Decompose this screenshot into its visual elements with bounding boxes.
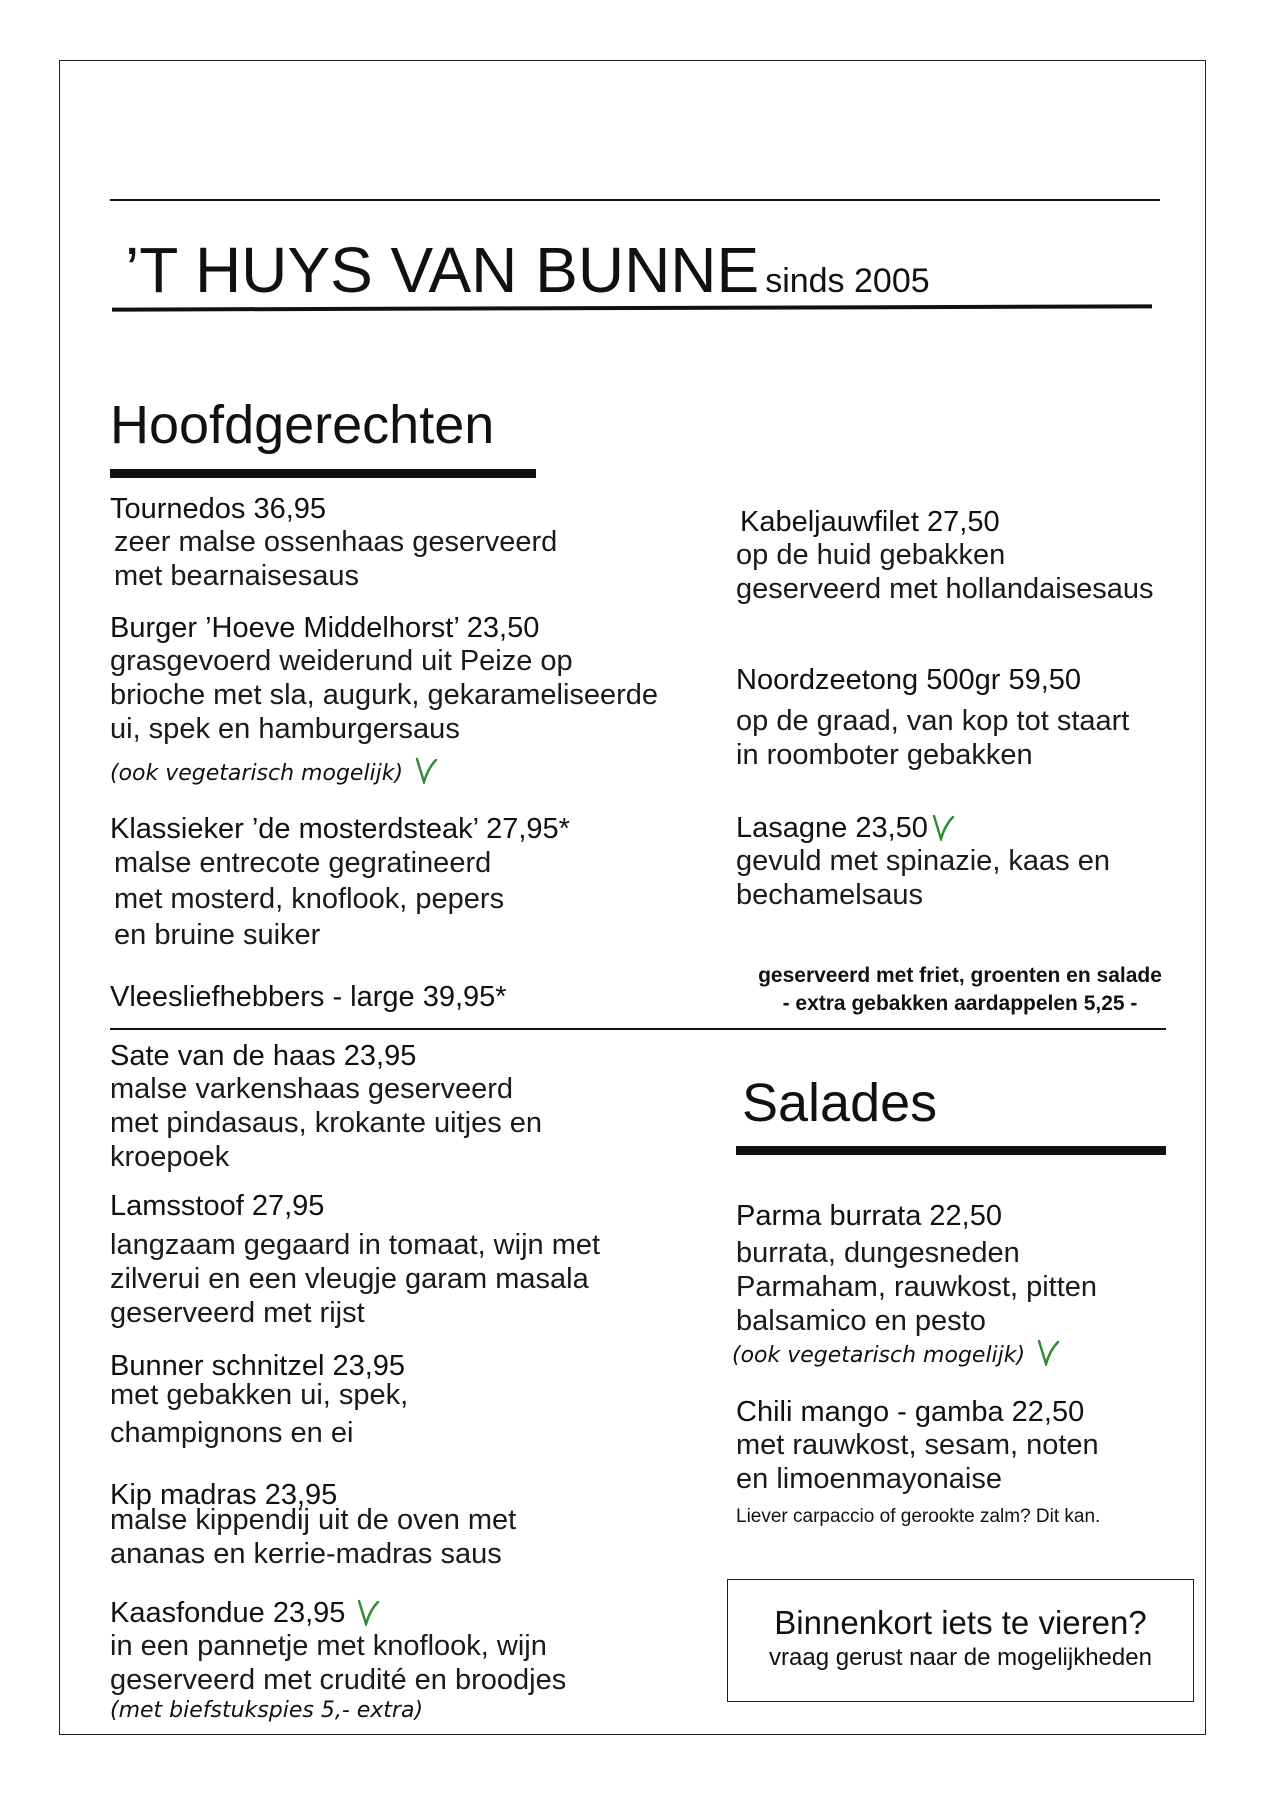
item-desc-line: geserveerd met rijst	[110, 1297, 365, 1329]
item-title: Kabeljauwfilet 27,50	[740, 506, 1000, 538]
item-title: Bunner schnitzel 23,95	[110, 1350, 406, 1382]
item-title: Tournedos 36,95	[110, 493, 327, 525]
item-desc-line: gevuld met spinazie, kaas en	[736, 845, 1110, 877]
section-heading-salads: Salades	[742, 1073, 938, 1133]
item-note: (ook vegetarisch mogelijk)	[732, 1343, 1026, 1368]
item-title: Kaasfondue 23,95	[110, 1597, 346, 1629]
item-desc-line: brioche met sla, augurk, gekarameliseerde	[110, 679, 659, 711]
item-desc-line: malse entrecote gegratineerd	[114, 847, 492, 879]
item-desc-line: in roomboter gebakken	[736, 739, 1033, 771]
item-desc-line: met mosterd, knoflook, pepers	[114, 883, 505, 915]
item-title: Noordzeetong 500gr 59,50	[736, 664, 1082, 696]
item-title: Chili mango - gamba 22,50	[736, 1396, 1085, 1428]
item-desc-line: en bruine suiker	[114, 919, 321, 951]
item-desc-line: met gebakken ui, spek,	[110, 1379, 409, 1411]
menu-item-mosterdsteak	[110, 813, 690, 953]
since-label: sinds 2005	[765, 262, 930, 300]
item-title: Lamsstoof 27,95	[110, 1190, 325, 1222]
item-desc-line: in een pannetje met knoflook, wijn	[110, 1630, 547, 1662]
menu-item-kaasfondue	[110, 1597, 690, 1725]
item-desc-line: champignons en ei	[110, 1417, 354, 1449]
leaf-icon	[413, 756, 439, 784]
item-desc-line: met pindasaus, krokante uitjes en	[110, 1107, 543, 1139]
served-with-note	[700, 962, 1220, 1018]
menu-item-kabeljauwfilet	[736, 506, 1270, 606]
salad-item-chili-mango-gamba	[736, 1396, 1270, 1530]
item-note: Liever carpaccio of gerookte zalm? Dit kan.	[736, 1506, 1101, 1527]
item-desc-line: met bearnaisesaus	[114, 560, 360, 592]
item-note: (met biefstukspies 5,- extra)	[110, 1698, 424, 1723]
item-desc-line: Parmaham, rauwkost, pitten	[736, 1271, 1098, 1303]
item-title: Burger ’Hoeve Middelhorst’ 23,50	[110, 612, 540, 644]
item-title: Kip madras 23,95	[110, 1479, 338, 1511]
item-desc-line: langzaam gegaard in tomaat, wijn met	[110, 1229, 601, 1261]
item-note: (ook vegetarisch mogelijk)	[110, 761, 404, 786]
item-desc-line: malse kippendij uit de oven met	[110, 1504, 517, 1536]
top-rule	[110, 199, 1160, 201]
menu-item-schnitzel	[110, 1350, 690, 1452]
celebration-callout	[727, 1579, 1194, 1702]
item-title: Sate van de haas 23,95	[110, 1040, 417, 1072]
item-desc-line: op de huid gebakken	[736, 539, 1006, 571]
item-desc-line: ui, spek en hamburgersaus	[110, 713, 460, 745]
menu-item-kip-madras	[110, 1479, 690, 1571]
item-desc-line: en limoenmayonaise	[736, 1463, 1002, 1495]
brand-name: ’T HUYS VAN BUNNE	[125, 234, 760, 306]
menu-item-burger	[110, 612, 690, 789]
served-with-line: geserveerd met friet, groenten en salade	[758, 964, 1162, 987]
menu-item-lasagne	[736, 812, 1270, 912]
item-title: Parma burrata 22,50	[736, 1200, 1002, 1232]
item-desc-line: grasgevoerd weiderund uit Peize op	[110, 645, 573, 677]
callout-title: Binnenkort iets te vieren?	[774, 1604, 1147, 1641]
item-desc-line: geserveerd met crudité en broodjes	[110, 1664, 567, 1696]
item-desc-line: op de graad, van kop tot staart	[736, 705, 1130, 737]
item-title: Vleesliefhebbers - large 39,95*	[110, 981, 507, 1013]
item-desc-line: zeer malse ossenhaas geserveerd	[114, 526, 558, 558]
menu-item-sate	[110, 1040, 690, 1174]
leaf-icon	[1035, 1338, 1061, 1366]
served-with-line: - extra gebakken aardappelen 5,25 -	[782, 992, 1138, 1015]
section-underline-salads	[736, 1146, 1166, 1155]
leaf-icon	[930, 813, 956, 841]
item-title: Klassieker ’de mosterdsteak’ 27,95*	[110, 813, 570, 845]
item-desc-line: zilverui en een vleugje garam masala	[110, 1263, 589, 1295]
menu-item-noordzeetong	[736, 664, 1270, 772]
item-desc-line: balsamico en pesto	[736, 1305, 986, 1337]
section-heading-main: Hoofdgerechten	[110, 395, 495, 455]
item-desc-line: geserveerd met hollandaisesaus	[736, 573, 1154, 605]
section-underline-main	[110, 469, 536, 478]
item-desc-line: bechamelsaus	[736, 879, 923, 911]
salad-item-parma-burrata	[732, 1200, 1270, 1369]
column-divider-rule	[110, 1028, 1166, 1030]
callout-subtitle: vraag gerust naar de mogelijkheden	[769, 1644, 1152, 1671]
item-desc-line: ananas en kerrie-madras saus	[110, 1538, 502, 1570]
item-desc-line: met rauwkost, sesam, noten	[736, 1429, 1099, 1461]
item-desc-line: kroepoek	[110, 1141, 230, 1173]
menu-item-lamsstoof	[110, 1190, 690, 1330]
menu-item-vleesliefhebbers	[110, 981, 690, 1013]
item-desc-line: burrata, dungesneden	[736, 1237, 1020, 1269]
leaf-icon	[355, 1598, 381, 1626]
menu-item-tournedos	[110, 493, 690, 593]
item-title: Lasagne 23,50	[736, 812, 928, 844]
item-desc-line: malse varkenshaas geserveerd	[110, 1073, 513, 1105]
